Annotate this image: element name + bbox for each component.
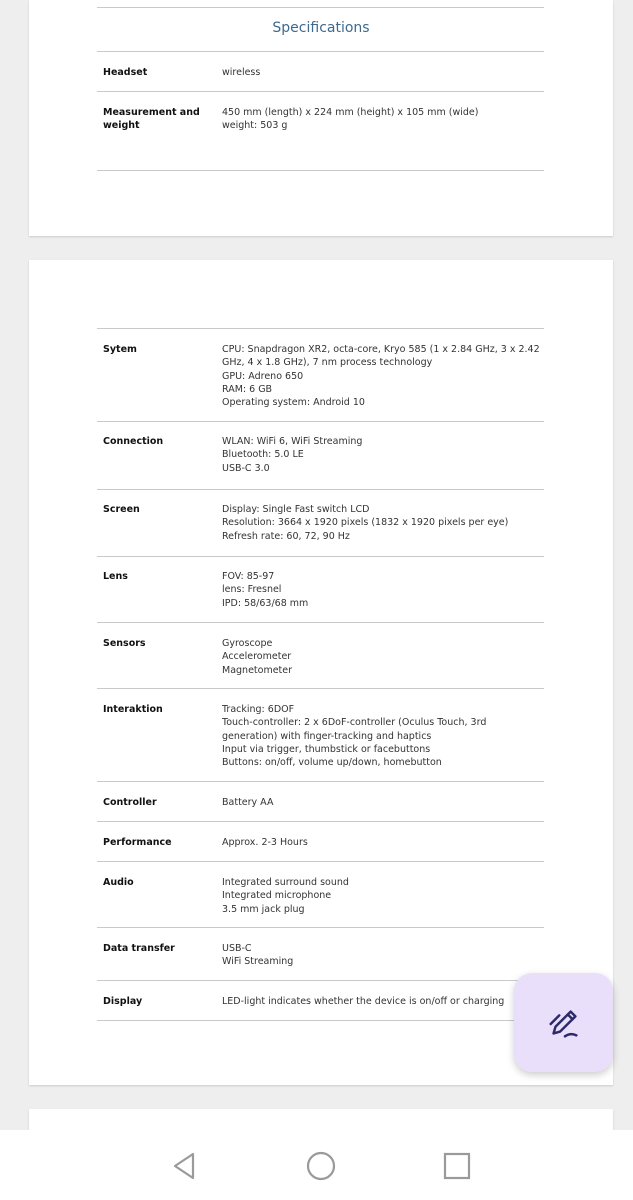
spec-value-line: Bluetooth: 5.0 LE [222, 449, 304, 461]
spec-value-line: lens: Fresnel [222, 584, 282, 596]
recents-button[interactable] [439, 1148, 475, 1184]
table-divider [97, 980, 544, 981]
spec-value [222, 503, 544, 543]
document-page-1 [29, 0, 613, 236]
spec-value [222, 66, 544, 79]
table-divider [97, 861, 544, 862]
table-divider [97, 421, 544, 422]
back-triangle-icon [169, 1151, 199, 1181]
table-divider [97, 7, 544, 8]
table-divider [97, 781, 544, 782]
table-divider [97, 51, 544, 52]
spec-value-line: 3.5 mm jack plug [222, 903, 305, 915]
home-circle-icon [305, 1150, 337, 1182]
spec-value-line: CPU: Snapdragon XR2, octa-core, Kryo 585 (1 x 2.84 GHz, 3 x 2.42 GHz, 4 x 1.8 GHz), 7 nm process technology [222, 344, 540, 369]
spec-value-line: Resolution: 3664 x 1920 pixels (1832 x 1920 pixels per eye) [222, 517, 509, 529]
home-button[interactable] [303, 1148, 339, 1184]
spec-value-line: Integrated microphone [222, 890, 332, 902]
spec-value-line: Magnetometer [222, 664, 293, 676]
spec-value-line: Buttons: on/off, volume up/down, homebutton [222, 757, 442, 769]
spec-value-line: Tracking: 6DOF [222, 704, 295, 715]
spec-value [222, 106, 544, 133]
spec-value-line: GPU: Adreno 650 [222, 370, 304, 382]
spec-value [222, 942, 544, 969]
table-divider [97, 688, 544, 689]
spec-label: Controller [103, 797, 157, 808]
spec-value-line: WiFi Streaming [222, 956, 294, 968]
spec-value-line: Display: Single Fast switch LCD [222, 504, 370, 515]
spec-value-line: Touch-controller: 2 x 6DoF-controller (Oculus Touch, 3rd generation) with finger-tracking and haptics [222, 717, 487, 742]
spec-value-line: Battery AA [222, 797, 274, 808]
edit-pen-icon [545, 1004, 583, 1042]
spec-value [222, 435, 544, 475]
spec-label: Measurement and weight [103, 107, 200, 131]
table-divider [97, 91, 544, 92]
spec-value-line: Integrated surround sound [222, 877, 349, 888]
table-divider [97, 556, 544, 557]
recents-square-icon [442, 1151, 472, 1181]
spec-label: Data transfer [103, 943, 175, 954]
spec-value-line: Gyroscope [222, 638, 273, 649]
spec-value-line: Operating system: Android 10 [222, 397, 365, 409]
spec-value [222, 836, 544, 849]
spec-label: Connection [103, 436, 164, 447]
spec-label: Sensors [103, 638, 146, 649]
spec-label: Performance [103, 837, 172, 848]
spec-value-line: Input via trigger, thumbstick or facebuttons [222, 743, 431, 755]
spec-label: Lens [103, 571, 128, 582]
system-navigation-bar [0, 1130, 633, 1200]
spec-value-line: FOV: 85-97 [222, 571, 275, 582]
table-divider [97, 1020, 544, 1021]
spec-value-line: USB-C [222, 943, 252, 954]
spec-value [222, 703, 544, 769]
spec-label: Sytem [103, 344, 137, 355]
edit-fab-button[interactable] [514, 973, 613, 1072]
specifications-title: Specifications [272, 20, 370, 36]
spec-value-line: 450 mm (length) x 224 mm (height) x 105 mm (wide) [222, 107, 479, 118]
spec-value-line: USB-C 3.0 [222, 462, 270, 474]
spec-value [222, 637, 544, 677]
spec-value [222, 796, 544, 809]
spec-value [222, 343, 544, 409]
spec-value-line: RAM: 6 GB [222, 383, 273, 395]
table-divider [97, 821, 544, 822]
spec-value [222, 570, 544, 610]
table-divider [97, 622, 544, 623]
document-page-2 [29, 260, 613, 1085]
spec-value-line: WLAN: WiFi 6, WiFi Streaming [222, 436, 363, 447]
spec-value-line: IPD: 58/63/68 mm [222, 597, 309, 609]
table-divider [97, 489, 544, 490]
spec-value-line: Approx. 2-3 Hours [222, 837, 308, 848]
spec-value-line: Accelerometer [222, 651, 292, 663]
back-button[interactable] [166, 1148, 202, 1184]
spec-label: Screen [103, 504, 140, 515]
spec-label: Audio [103, 877, 134, 888]
table-divider [97, 927, 544, 928]
table-divider [97, 328, 544, 329]
spec-value-line: Refresh rate: 60, 72, 90 Hz [222, 530, 350, 542]
spec-value [222, 995, 544, 1008]
spec-value-line: LED-light indicates whether the device is on/off or charging [222, 996, 505, 1007]
spec-label: Headset [103, 67, 148, 78]
spec-value [222, 876, 544, 916]
spec-label: Interaktion [103, 704, 163, 715]
spec-value-line: wireless [222, 67, 261, 78]
spec-value-line: weight: 503 g [222, 120, 288, 132]
spec-label: Display [103, 996, 143, 1007]
table-divider [97, 170, 544, 171]
